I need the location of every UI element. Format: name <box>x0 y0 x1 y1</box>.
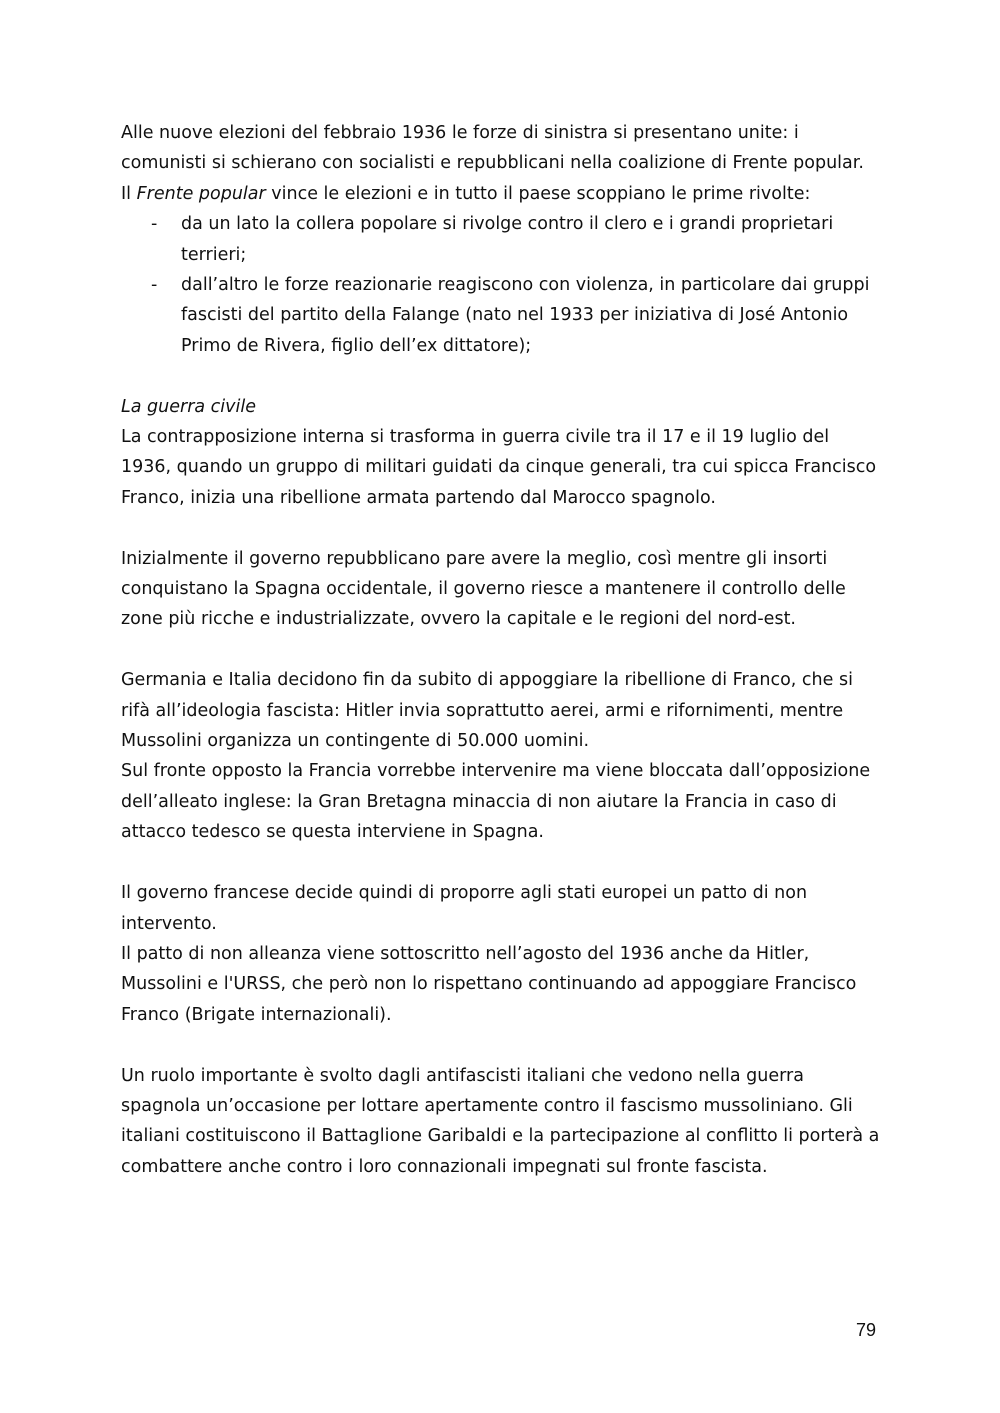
paragraph-republican-government: Inizialmente il governo repubblicano pare avere la meglio, così mentre gli insorti conquistano la Spagna occidentale, il governo riesce a mantenere il controllo delle zone più ricche e industrializzate, ovvero la capitale e le regioni del nord-est. <box>121 548 846 630</box>
section-heading: La guerra civile <box>121 396 257 417</box>
paragraph-germany-italy: Germania e Italia decidono fin da subito di appoggiare la ribellione di Franco, che si rifà all’ideologia fascista: Hitler invia soprattutto aerei, armi e rifornimenti, mentre Mussolini organizza un contingente di 50.000 uomini. <box>121 670 853 752</box>
paragraph-non-intervention: Il governo francese decide quindi di proporre agli stati europei un patto di non intervento. <box>121 883 808 934</box>
paragraph-italian-antifascists: Un ruolo importante è svolto dagli antifascisti italiani che vedono nella guerra spagnola un’occasione per lottare apertamente contro il fascismo mussoliniano. Gli italiani costituiscono il Battaglione Garibaldi e la partecipazione al conflitto li porterà a combattere anche contro i loro connazionali impegnati sul fronte fascista. <box>121 1065 880 1177</box>
spacer <box>121 635 881 665</box>
list-item <box>121 270 881 361</box>
intro-paragraph: Alle nuove elezioni del febbraio 1936 le forze di sinistra si presentano unite: i comunisti si schierano con socialisti e repubblicani nella coalizione di Frente popular. <box>121 123 864 174</box>
list-item <box>121 209 881 270</box>
page-content <box>121 118 881 1182</box>
spacer <box>121 848 881 878</box>
paragraph-pact: Il patto di non alleanza viene sottoscritto nell’agosto del 1936 anche da Hitler, Mussolini e l'URSS, che però non lo rispettano continuando ad appoggiare Francisco Franco (Brigate internazionali). <box>121 943 857 1025</box>
revolts-list <box>121 209 881 361</box>
frente-prefix: Il <box>121 183 137 204</box>
list-item-text: dall’altro le forze reazionarie reagiscono con violenza, in particolare dai gruppi fascisti del partito della Falange (nato nel 1933 per iniziativa di José Antonio Primo de Rivera, figlio dell’ex dittatore); <box>181 275 870 356</box>
spacer <box>121 513 881 543</box>
bullet-dash: - <box>151 275 158 296</box>
frente-popular-term: Frente popular <box>136 183 266 204</box>
page-number: 79 <box>856 1320 877 1340</box>
frente-popular-line <box>121 179 881 209</box>
bullet-dash: - <box>151 214 158 235</box>
frente-suffix: vince le elezioni e in tutto il paese scoppiano le prime rivolte: <box>265 183 811 204</box>
spacer <box>121 1030 881 1060</box>
paragraph-france: Sul fronte opposto la Francia vorrebbe intervenire ma viene bloccata dall’opposizione dell’alleato inglese: la Gran Bretagna minaccia di non aiutare la Francia in caso di attacco tedesco se questa interviene in Spagna. <box>121 761 871 843</box>
spacer <box>121 361 881 391</box>
list-item-text: da un lato la collera popolare si rivolge contro il clero e i grandi proprietari terrieri; <box>181 214 834 265</box>
paragraph-civil-war-start: La contrapposizione interna si trasforma in guerra civile tra il 17 e il 19 luglio del 1936, quando un gruppo di militari guidati da cinque generali, tra cui spicca Francisco Franco, inizia una ribellione armata partendo dal Marocco spagnolo. <box>121 427 877 508</box>
